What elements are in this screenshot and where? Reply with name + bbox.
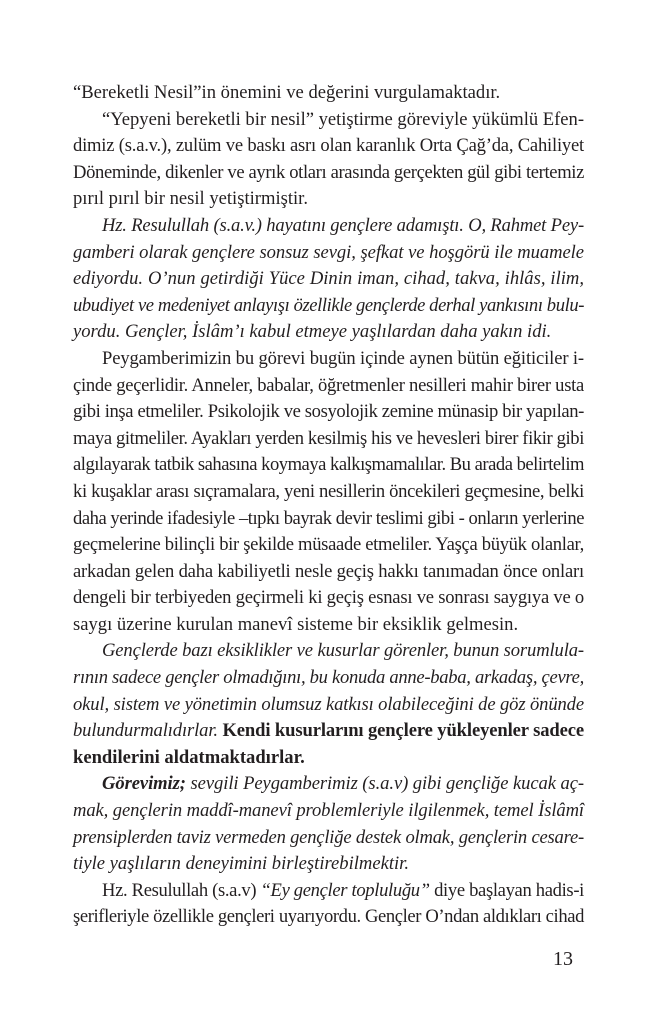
- text-line: [73, 665, 584, 692]
- text-line: maya gitmeliler. Ayakları yerden kesilmiş his ve hevesleri birer fikir gibi: [73, 427, 584, 449]
- italic-text: bulundurmalıdırlar.: [73, 720, 223, 742]
- text-line: [73, 638, 584, 665]
- bold-text: kendilerini aldatmaktadırlar.: [73, 746, 305, 768]
- text-line: saygı üzerine kurulan manevî sisteme bir eksiklik gelmesin.: [73, 613, 519, 635]
- text-line: dengeli bir terbiyeden geçirmeli ki geçiş esnası ve sonrası saygıya ve o: [73, 587, 584, 609]
- paragraph-3-italic: [73, 213, 584, 346]
- text-line: “Yepyeni bereketli bir nesil” yetiştirme göreviyle yükümlü Efen-: [102, 108, 584, 130]
- text-line: algılayarak tatbik sahasına koymaya kalkışmamalılar. Bu arada belirtelim: [73, 454, 584, 476]
- italic-text: sevgili Peygamberimiz (s.a.v) gibi gençliğe kucak aç-: [185, 773, 584, 795]
- text-line: arkadan gelen daha kabiliyetli nesle geçiş hakkı tanımadan önce onları: [73, 560, 584, 582]
- text-line: [73, 718, 584, 745]
- text-line: [73, 878, 584, 905]
- text-line: yordu. Gençler, İslâm’ı kabul etmeye yaşlılardan daha yakın idi.: [73, 321, 552, 343]
- text-line: dimiz (s.a.v.), zulüm ve baskı asrı olan karanlık Orta Çağ’da, Cahiliyet: [73, 135, 584, 157]
- text-line: gamberi olarak gençlere sonsuz sevgi, şefkat ve hoşgörü ile muamele: [73, 241, 584, 263]
- text-line: daha yerinde ifadesiyle –tıpkı bayrak devir teslimi gibi - onların yerlerine: [73, 507, 584, 529]
- text-line: ediyordu. O’nun getirdiği Yüce Dinin iman, cihad, takva, ihlâs, ilim,: [73, 268, 584, 290]
- bold-italic-text: Görevimiz;: [102, 773, 186, 795]
- text-line: Peygamberimizin bu görevi bugün içinde aynen bütün eğiticiler i-: [102, 347, 584, 369]
- paragraph-5: [73, 638, 584, 771]
- text-line: [73, 771, 584, 798]
- text-line: ki kuşaklar arası sıçramalara, yeni nesillerin öncekileri geçmesine, belki: [73, 480, 584, 502]
- paragraph-4: [73, 346, 584, 639]
- paragraph-2: [73, 107, 584, 213]
- document-page: [73, 80, 584, 931]
- quoted-italic-text: “Ey gençler topluluğu”: [260, 879, 430, 901]
- text-line: [73, 692, 584, 719]
- text-line: geçmelerine bilinçli bir şekilde müsaade etmeliler. Yaşça büyük olanlar,: [73, 534, 584, 556]
- text-line: gibi inşa etmeliler. Psikolojik ve sosyolojik zemine münasip bir yapılan-: [73, 401, 584, 423]
- text-line: “Bereketli Nesil”in önemini ve değerini vurgulamaktadır.: [73, 82, 501, 103]
- text-line: pırıl pırıl bir nesil yetiştirmiştir.: [73, 188, 308, 210]
- text-line: Hz. Resulullah (s.a.v.) hayatını gençlere adamıştı. O, Rahmet Pey-: [102, 214, 584, 236]
- text-line: [73, 745, 584, 772]
- text-line: çinde geçerlidir. Anneler, babalar, öğretmenler nesilleri mahir birer usta: [73, 374, 585, 396]
- text-line: şerifleriyle özellikle gençleri uyarıyordu. Gençler O’ndan aldıkları cihad: [73, 906, 584, 928]
- text-line: ubudiyet ve medeniyet anlayışı özellikle gençlerde derhal yankısını bulu-: [73, 294, 584, 316]
- text-line: prensiplerden taviz vermeden gençliğe destek olmak, gençlerin cesare-: [73, 826, 584, 848]
- bold-text: Kendi kusurlarını gençlere yükleyenler sadece: [222, 720, 584, 742]
- italic-text: okul, sistem ve yönetimin olumsuz katkısı olabileceğini de göz önünde: [73, 693, 584, 715]
- text-line: Döneminde, dikenler ve ayrık otları arasında gerçekten gül gibi tertemiz: [73, 161, 584, 183]
- page-number: 13: [553, 948, 573, 970]
- paragraph-6: [73, 771, 584, 877]
- paragraph-1: [73, 80, 584, 107]
- text-line: tiyle yaşlıların deneyimini birleştirebilmektir.: [73, 853, 410, 875]
- text-line: mak, gençlerin maddî-manevî problemleriyle ilgilenmek, temel İslâmî: [73, 800, 584, 822]
- italic-text: rının sadece gençler olmadığını, bu konuda anne-baba, arkadaş, çevre,: [73, 667, 584, 689]
- regular-text: Hz. Resulullah (s.a.v): [102, 879, 261, 901]
- paragraph-7: [73, 878, 584, 931]
- italic-text: Gençlerde bazı eksiklikler ve kusurlar görenler, bunun sorumlula-: [102, 640, 584, 662]
- regular-text: diye başlayan hadis-i: [429, 879, 584, 901]
